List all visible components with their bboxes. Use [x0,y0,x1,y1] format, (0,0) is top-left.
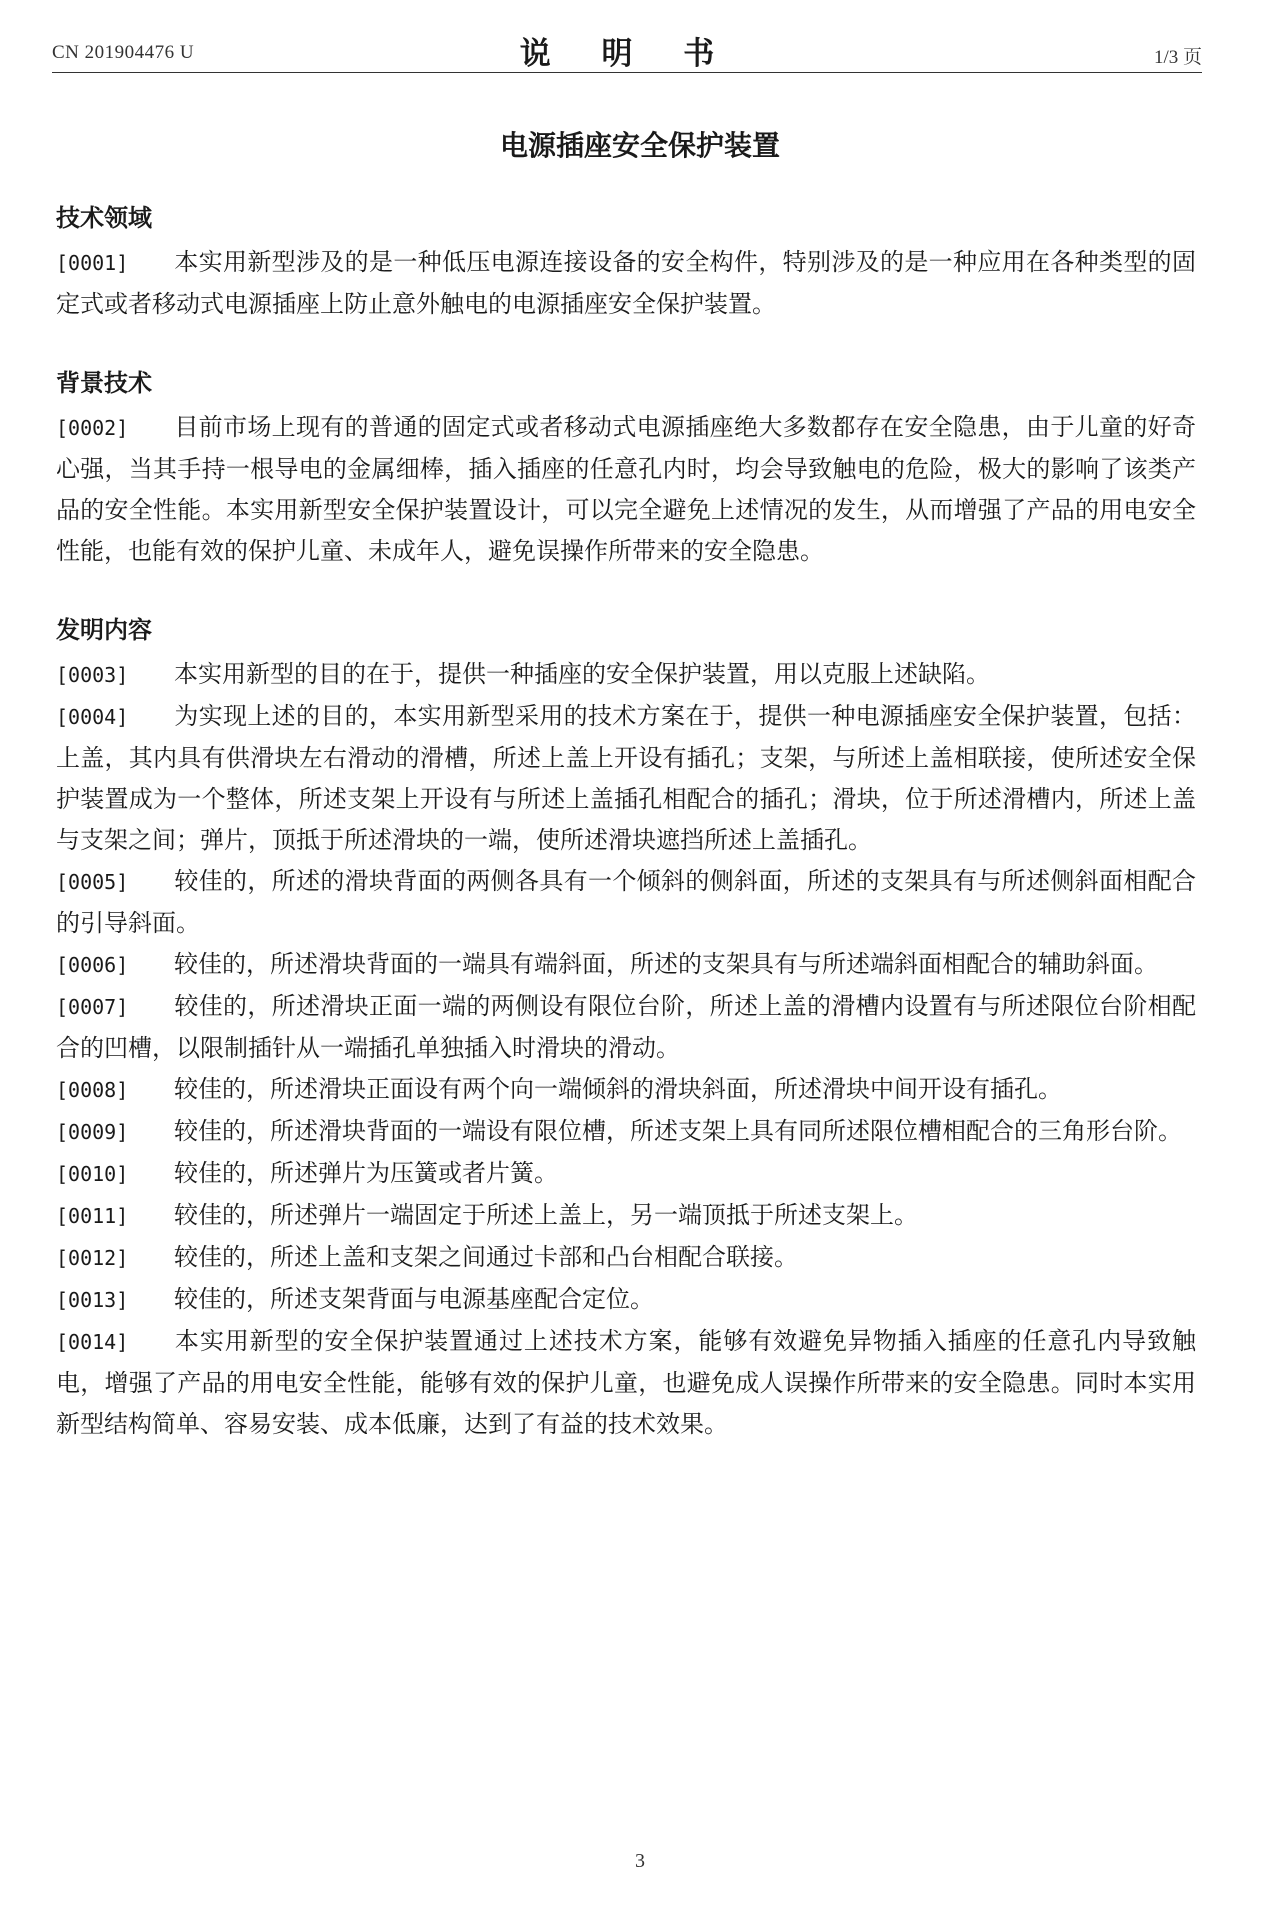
paragraph-text: 较佳的，所述滑块背面的一端设有限位槽，所述支架上具有同所述限位槽相配合的三角形台阶。 [174,1117,1182,1145]
paragraph [56,654,1196,696]
paragraph-number: [0005] [56,870,129,894]
document-title: 电源插座安全保护装置 [499,129,780,162]
paragraph-number: [0013] [56,1288,129,1312]
paragraph-text: 本实用新型的安全保护装置通过上述技术方案，能够有效避免异物插入插座的任意孔内导致触电，增强了产品的用电安全性能，能够有效的保护儿童，也避免成人误操作所带来的安全隐患。同时本实用新型结构简单、容易安装、成本低廉，达到了有益的技术效果。 [56,1327,1196,1438]
page-header [52,28,1202,72]
paragraph-number: [0010] [56,1162,129,1186]
paragraph-text: 本实用新型的目的在于，提供一种插座的安全保护装置，用以克服上述缺陷。 [174,660,990,688]
section-heading: 技术领域 [56,204,152,232]
paragraph-number: [0011] [56,1204,129,1228]
document-type-label: 说 明 书 [519,36,735,72]
paragraph [56,1237,1196,1279]
paragraph-number: [0014] [56,1330,129,1354]
section-background [56,365,1196,572]
paragraph [56,1279,1196,1321]
paragraph [56,407,1196,572]
paragraph [56,944,1196,986]
paragraph-number: [0001] [56,251,129,275]
paragraph [56,1321,1196,1445]
paragraph-number: [0008] [56,1078,129,1102]
section-heading: 发明内容 [56,616,152,644]
paragraph-number: [0012] [56,1246,129,1270]
paragraph [56,242,1196,325]
paragraph-text: 较佳的，所述滑块正面设有两个向一端倾斜的滑块斜面，所述滑块中间开设有插孔。 [174,1075,1062,1103]
paragraph [56,696,1196,861]
paragraph-number: [0006] [56,953,129,977]
paragraph [56,1195,1196,1237]
page-indicator: 1/3 页 [1153,47,1202,68]
paragraph-number: [0009] [56,1120,129,1144]
paragraph-text: 较佳的，所述弹片一端固定于所述上盖上，另一端顶抵于所述支架上。 [174,1201,918,1229]
paragraph [56,1069,1196,1111]
section-invention-content [56,612,1196,1445]
paragraph-number: [0002] [56,416,129,440]
section-technical-field [56,200,1196,325]
paragraph-text: 较佳的，所述滑块背面的一端具有端斜面，所述的支架具有与所述端斜面相配合的辅助斜面。 [174,950,1158,978]
patent-number: CN 201904476 U [52,42,195,63]
paragraph-text: 较佳的，所述滑块正面一端的两侧设有限位台阶，所述上盖的滑槽内设置有与所述限位台阶相配合的凹槽，以限制插针从一端插孔单独插入时滑块的滑动。 [56,992,1196,1062]
paragraph [56,1111,1196,1153]
paragraph-text: 较佳的，所述的滑块背面的两侧各具有一个倾斜的侧斜面，所述的支架具有与所述侧斜面相配合的引导斜面。 [56,867,1196,937]
paragraph-text: 本实用新型涉及的是一种低压电源连接设备的安全构件，特别涉及的是一种应用在各种类型的固定式或者移动式电源插座上防止意外触电的电源插座安全保护装置。 [56,248,1196,318]
paragraph-text: 为实现上述的目的，本实用新型采用的技术方案在于，提供一种电源插座安全保护装置，包括：上盖，其内具有供滑块左右滑动的滑槽，所述上盖上开设有插孔；支架，与所述上盖相联接，使所述安全保护装置成为一个整体，所述支架上开设有与所述上盖插孔相配合的插孔；滑块，位于所述滑槽内，所述上盖与支架之间；弹片，顶抵于所述滑块的一端，使所述滑块遮挡所述上盖插孔。 [56,702,1196,854]
paragraph-number: [0004] [56,705,129,729]
header-rule [52,72,1202,73]
paragraph-number: [0007] [56,995,129,1019]
paragraph-number: [0003] [56,663,129,687]
section-heading: 背景技术 [56,369,152,397]
paragraph [56,861,1196,944]
paragraph [56,1153,1196,1195]
paragraph [56,986,1196,1069]
paragraph-text: 较佳的，所述弹片为压簧或者片簧。 [174,1159,558,1187]
document-body [56,200,1196,1485]
paragraph-text: 目前市场上现有的普通的固定式或者移动式电源插座绝大多数都存在安全隐患，由于儿童的好奇心强，当其手持一根导电的金属细棒，插入插座的任意孔内时，均会导致触电的危险，极大的影响了该类产品的安全性能。本实用新型安全保护装置设计，可以完全避免上述情况的发生，从而增强了产品的用电安全性能，也能有效的保护儿童、未成年人，避免误操作所带来的安全隐患。 [56,413,1196,565]
paragraph-text: 较佳的，所述上盖和支架之间通过卡部和凸台相配合联接。 [174,1243,798,1271]
page-number: 3 [635,1850,645,1872]
paragraph-text: 较佳的，所述支架背面与电源基座配合定位。 [174,1285,654,1313]
